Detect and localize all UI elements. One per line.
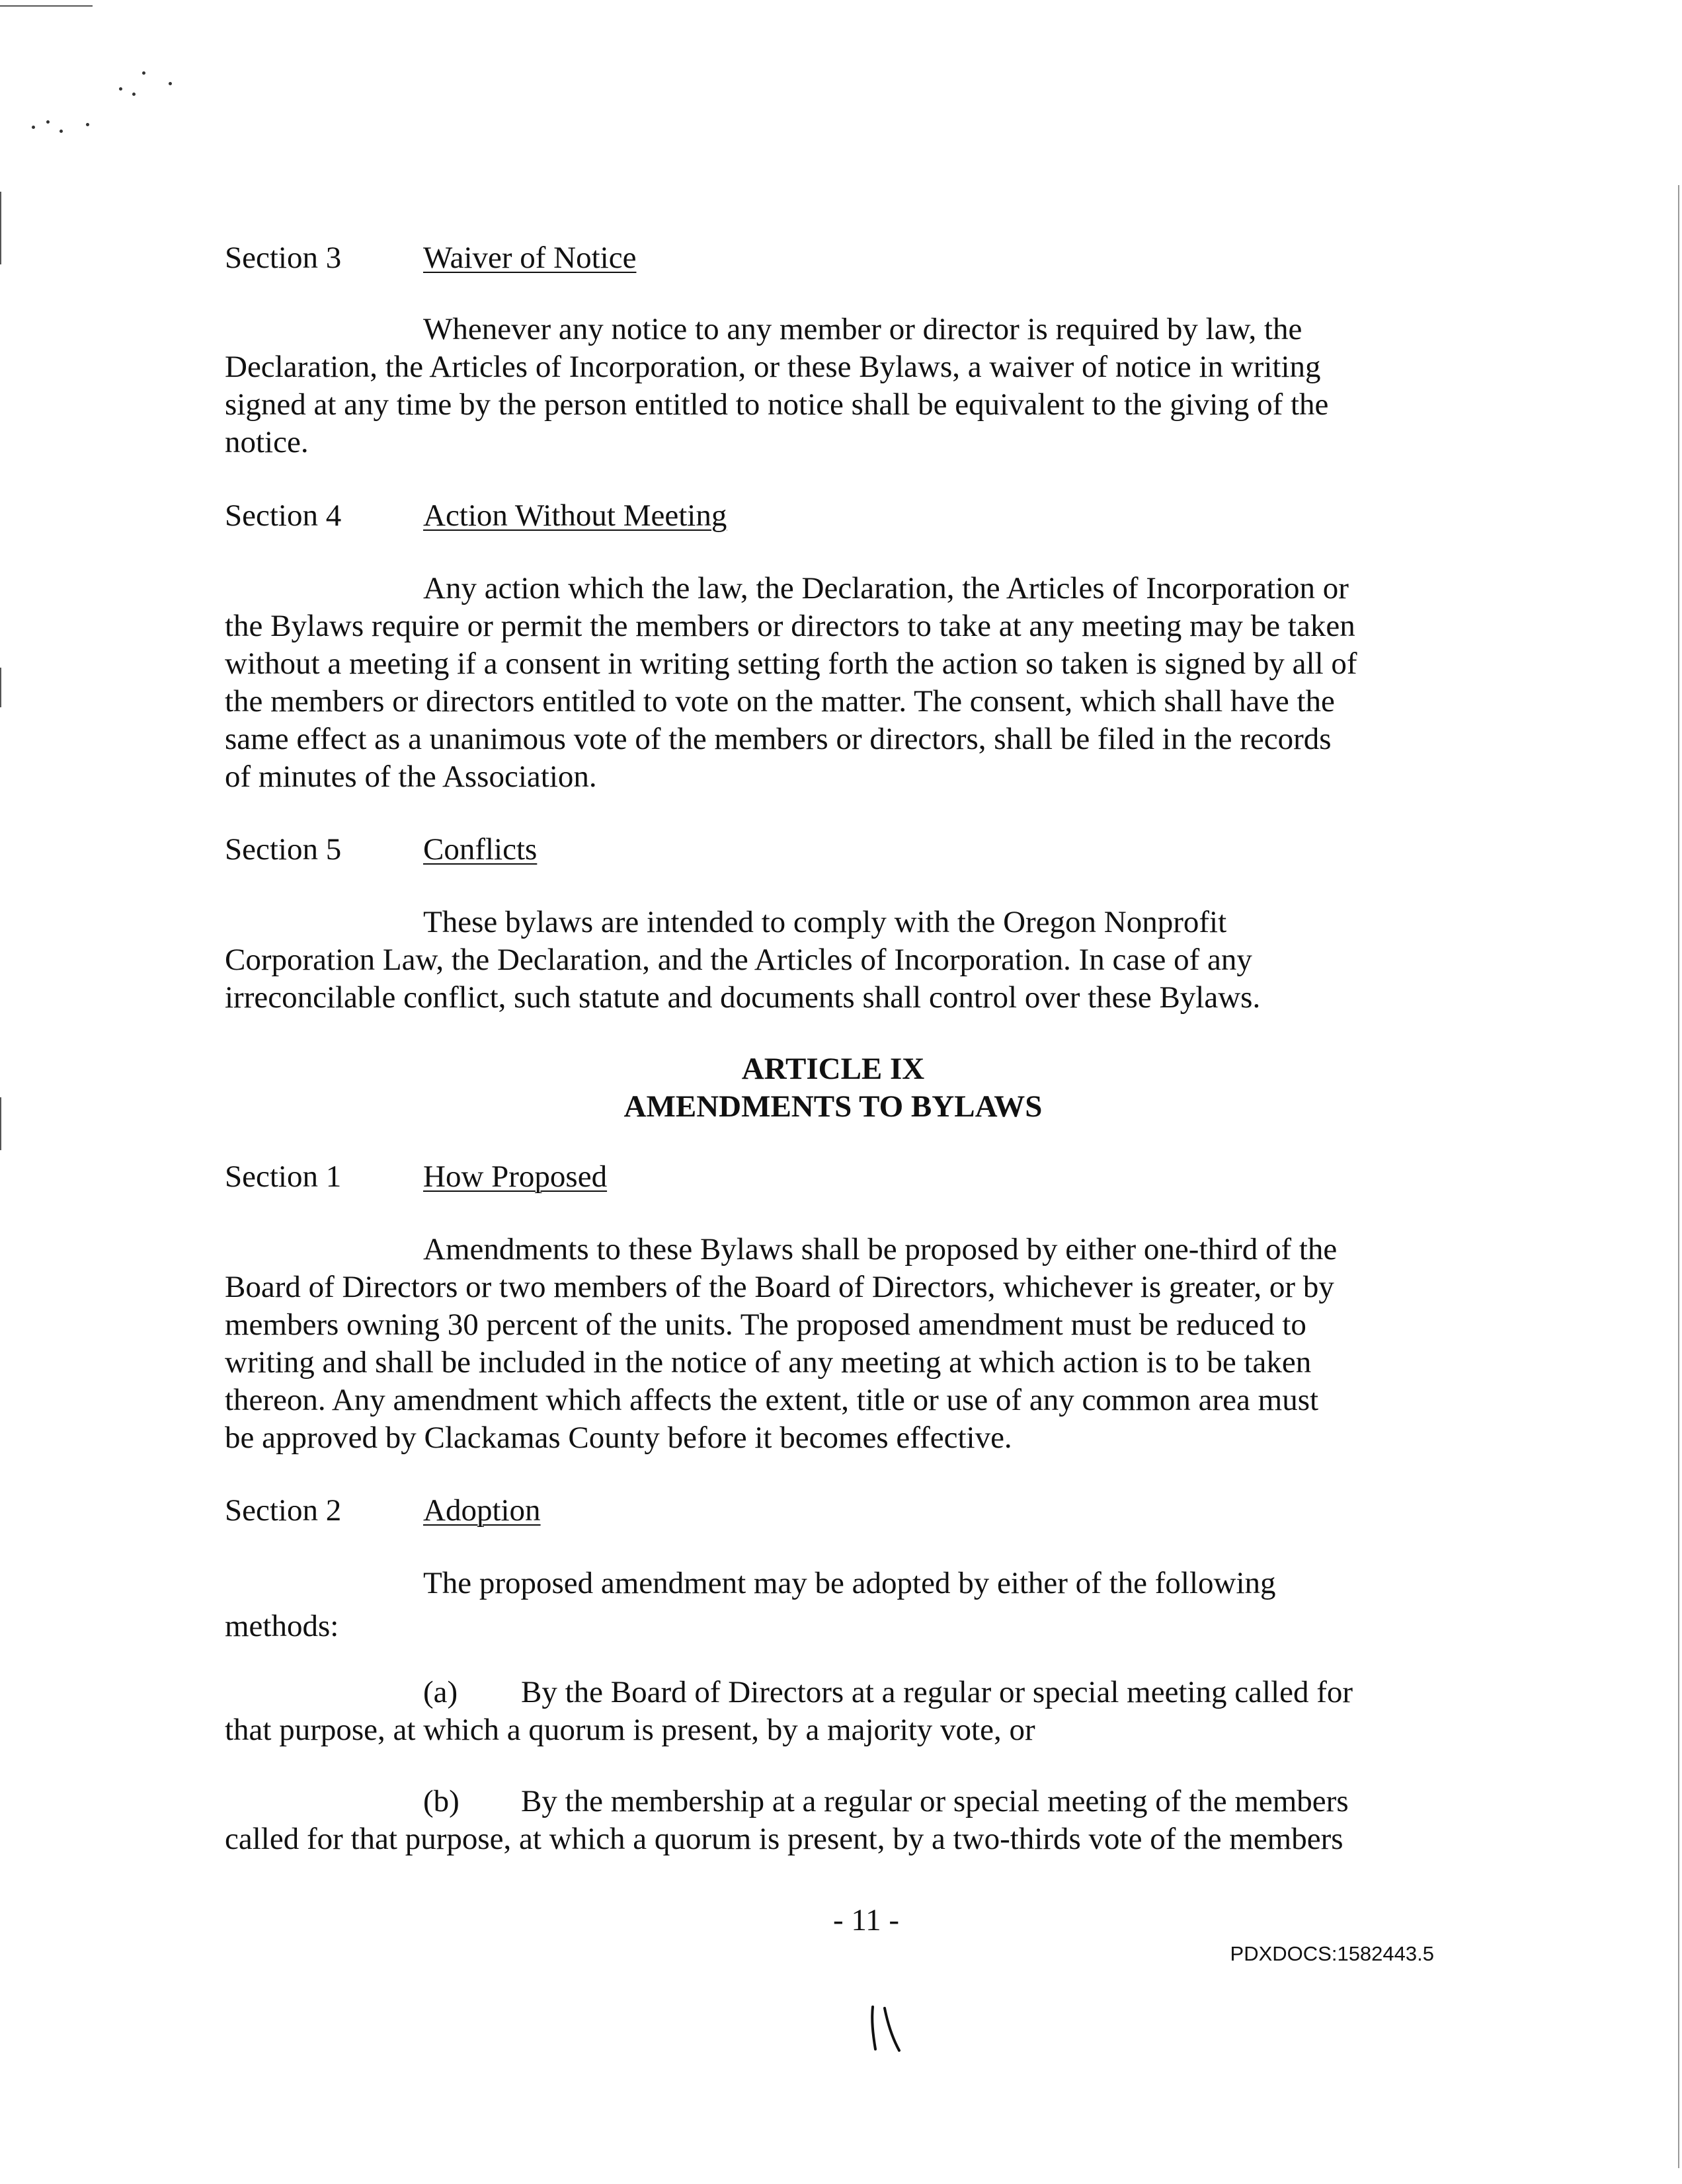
scan-edge-mark: [0, 5, 93, 7]
text-line: These bylaws are intended to comply with the Oregon Nonprofit: [423, 905, 1227, 939]
text-line: Amendments to these Bylaws shall be proposed by either one-third of the: [423, 1232, 1338, 1267]
clause-label: (b): [423, 1784, 460, 1818]
scan-speck: [46, 120, 50, 124]
text-line: the members or directors entitled to vote on the matter. The consent, which shall have the: [225, 684, 1335, 719]
text-line: that purpose, at which a quorum is present, by a majority vote, or: [225, 1713, 1035, 1747]
scan-edge-mark: [0, 668, 1, 707]
scan-speck: [132, 93, 136, 96]
section-title: Conflicts: [423, 832, 538, 867]
text-line: same effect as a unanimous vote of the members or directors, shall be filed in the records: [225, 722, 1332, 756]
scan-speck: [86, 123, 89, 126]
text-line: be approved by Clackamas County before it becomes effective.: [225, 1421, 1012, 1455]
clause-label: (a): [423, 1675, 458, 1709]
section-number: Section 1: [225, 1159, 342, 1194]
scan-speck: [60, 130, 63, 133]
text-line: signed at any time by the person entitled to notice shall be equivalent to the giving of the: [225, 387, 1329, 422]
scan-edge-mark: [0, 1097, 1, 1150]
section-number: Section 2: [225, 1493, 342, 1528]
section-5-body: [225, 904, 1441, 1017]
clause-a: [225, 1674, 1441, 1749]
section-title: Action Without Meeting: [423, 498, 727, 533]
text-line: irreconcilable conflict, such statute and documents shall control over these Bylaws.: [225, 980, 1261, 1015]
section-number: Section 3: [225, 241, 342, 275]
text-line: Corporation Law, the Declaration, and the Articles of Incorporation. In case of any: [225, 943, 1252, 977]
text-line: Declaration, the Articles of Incorporation, or these Bylaws, a waiver of notice in writing: [225, 350, 1321, 384]
art9-section-1-heading: [225, 1158, 607, 1196]
article-title: AMENDMENTS TO BYLAWS: [623, 1089, 1043, 1124]
text-line: called for that purpose, at which a quorum is present, by a two-thirds vote of the members: [225, 1822, 1343, 1856]
section-4-body: [225, 570, 1441, 796]
section-title: Waiver of Notice: [423, 241, 637, 275]
text-line: [225, 1783, 1441, 1820]
scan-speck: [32, 126, 35, 129]
art9-section-1-body: [225, 1231, 1441, 1457]
section-3-heading: [225, 239, 636, 277]
document-id: PDXDOCS:1582443.5: [1230, 1942, 1434, 1965]
page-number: - 11 -: [832, 1903, 900, 1937]
text-line: writing and shall be included in the notice of any meeting at which action is to be taken: [225, 1345, 1312, 1380]
section-5-heading: [225, 831, 537, 869]
section-title: How Proposed: [423, 1159, 608, 1194]
section-number: Section 4: [225, 498, 342, 533]
art9-section-2-heading: [225, 1492, 541, 1530]
text-line: [225, 1674, 1441, 1711]
scan-edge-mark: [0, 192, 1, 264]
text-line: Board of Directors or two members of the Board of Directors, whichever is greater, or by: [225, 1270, 1334, 1304]
article-heading: [225, 1050, 1441, 1126]
text-line: the Bylaws require or permit the members or directors to take at any meeting may be taken: [225, 609, 1355, 643]
scan-edge-mark: [1678, 185, 1679, 2168]
text-line: notice.: [225, 425, 309, 459]
scan-speck: [119, 87, 122, 91]
text-line: members owning 30 percent of the units. The proposed amendment must be reduced to: [225, 1307, 1306, 1342]
handwritten-mark: [865, 2003, 904, 2056]
text-line: Any action which the law, the Declaration, the Articles of Incorporation or: [423, 571, 1349, 605]
text-line: methods:: [225, 1609, 339, 1643]
text-line: Whenever any notice to any member or director is required by law, the: [423, 312, 1302, 346]
section-number: Section 5: [225, 832, 342, 867]
clause-text: By the membership at a regular or special meeting of the members: [521, 1784, 1349, 1818]
text-line: thereon. Any amendment which affects the extent, title or use of any common area must: [225, 1383, 1319, 1417]
clause-text: By the Board of Directors at a regular or special meeting called for: [521, 1675, 1353, 1709]
article-number: ARTICLE IX: [741, 1052, 925, 1086]
scan-speck: [169, 82, 172, 85]
section-3-body: [225, 311, 1441, 461]
clause-b: [225, 1783, 1441, 1858]
text-line: without a meeting if a consent in writing setting forth the action so taken is signed by all of: [225, 646, 1357, 681]
scan-speck: [142, 71, 145, 75]
section-4-heading: [225, 497, 727, 535]
text-line: The proposed amendment may be adopted by either of the following: [423, 1566, 1276, 1600]
section-title: Adoption: [423, 1493, 541, 1528]
art9-section-2-intro: [225, 1565, 1441, 1645]
text-line: of minutes of the Association.: [225, 760, 597, 794]
